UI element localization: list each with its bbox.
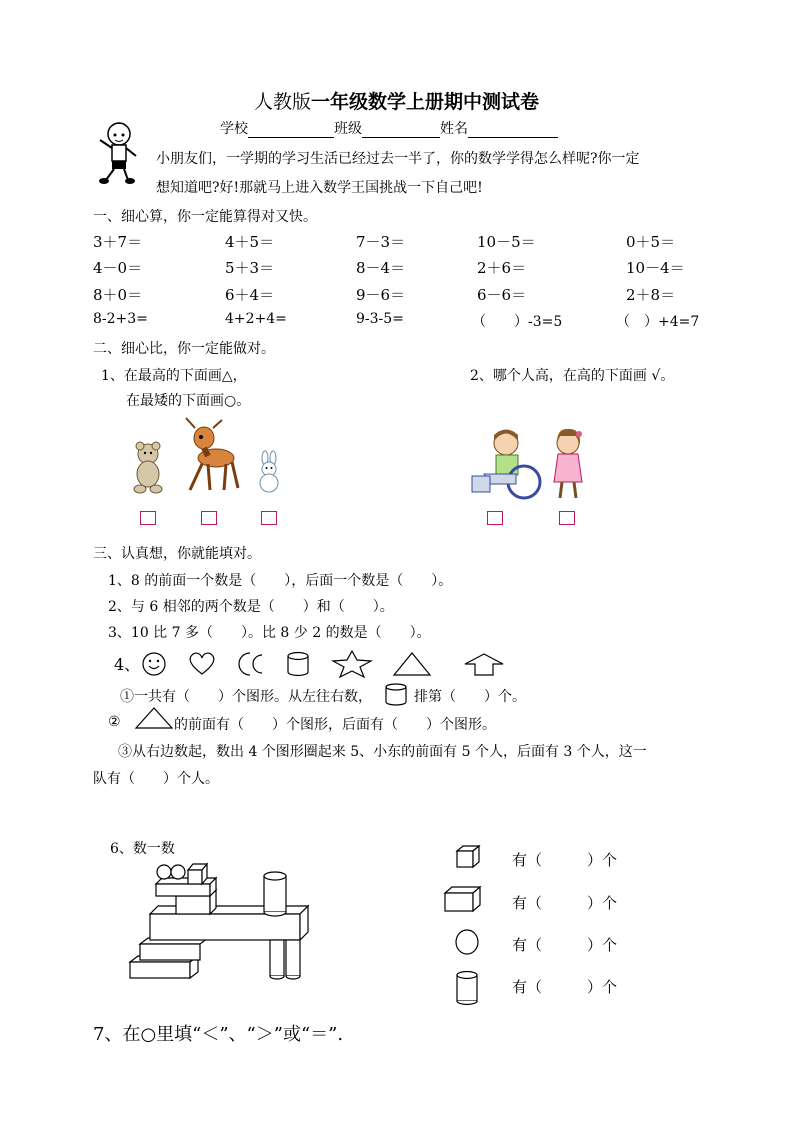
count-cube: 有（ ）个 — [512, 851, 618, 869]
q4a-text-1: ①一共有（ ）个图形。从左往右数， — [120, 689, 372, 705]
count-sphere: 有（ ）个 — [512, 936, 618, 954]
section3-q6-label: 6、数一数 — [110, 841, 175, 857]
answer-box-bear[interactable] — [140, 511, 156, 525]
count-cylinder: 有（ ）个 — [512, 978, 618, 996]
crescent-moon-icon — [236, 651, 266, 677]
calc-4-1: 8-2+3= — [93, 311, 148, 327]
intro-line-1: 小朋友们，一学期的学习生活已经过去一半了，你的数学学得怎么样呢?你一定 — [156, 151, 640, 167]
cube-icon — [455, 845, 481, 869]
q4c-line1: ③从右边数起，数出 4 个图形圈起来 5、小东的前面有 5 个人，后面有 3 个人，这一 — [118, 744, 647, 760]
calc-4-4: （ ）-3=5 — [472, 314, 563, 330]
calc-1-1: 3＋7＝ — [93, 233, 143, 251]
calc-3-2: 6＋4＝ — [225, 286, 275, 304]
child-cartoon-image — [92, 118, 142, 186]
q4a-text-2: 排第（ ）个。 — [414, 689, 526, 705]
cylinder-inline-icon — [383, 683, 409, 707]
calc-3-4: 6－6＝ — [477, 286, 527, 304]
answer-box-girl[interactable] — [559, 511, 575, 525]
rabbit-image — [254, 452, 284, 494]
star-icon — [331, 650, 373, 678]
calc-4-3: 9-3-5= — [356, 311, 404, 327]
block-structure-figure — [128, 858, 328, 982]
calc-3-5: 2＋8＝ — [626, 286, 676, 304]
section2-q1-line2: 在最矮的下面画○。 — [126, 393, 251, 409]
calc-4-2: 4+2+4= — [225, 311, 287, 327]
calc-2-4: 2＋6＝ — [477, 259, 527, 277]
school-label: 学校 — [220, 121, 248, 137]
section3-q4-label: 4、 — [114, 655, 141, 674]
triangle-icon — [392, 651, 432, 677]
calc-3-1: 8＋0＝ — [93, 286, 143, 304]
arrow-up-icon — [463, 652, 505, 676]
section3-q7: 7、在○里填“＜”、“＞”或“＝”. — [93, 1024, 344, 1045]
name-field[interactable] — [468, 123, 558, 138]
answer-box-deer[interactable] — [201, 511, 217, 525]
q4b-marker: ② — [108, 714, 121, 730]
student-info-line — [220, 118, 558, 138]
section2-q1-line1: 1、在最高的下面画△， — [101, 368, 247, 384]
calc-1-5: 0＋5＝ — [626, 233, 676, 251]
class-field[interactable] — [362, 123, 440, 138]
calc-1-4: 10－5＝ — [477, 233, 536, 251]
title-main: 一年级数学上册期中测试卷 — [311, 91, 540, 113]
name-label: 姓名 — [440, 121, 468, 137]
title-prefix: 人教版 — [253, 91, 311, 113]
calc-1-3: 7－3＝ — [356, 233, 406, 251]
cylinder-legend-icon — [454, 970, 480, 1006]
calc-3-3: 9－6＝ — [356, 286, 406, 304]
sphere-icon — [454, 928, 480, 956]
calc-4-5: （ ）+4=7 — [616, 314, 700, 330]
smiley-face-icon — [141, 651, 167, 677]
section3-heading: 三、认真想，你就能填对。 — [93, 546, 261, 562]
cuboid-icon — [443, 885, 483, 913]
calc-1-2: 4＋5＝ — [225, 233, 275, 251]
section3-q4-a — [120, 686, 372, 706]
section3-q3: 3、10 比 7 多（ ）。比 8 少 2 的数是（ ）。 — [108, 625, 431, 641]
page-title — [0, 87, 793, 114]
children-wheelchair-image — [466, 426, 606, 502]
heart-icon — [188, 652, 216, 676]
section2-heading: 二、细心比，你一定能做对。 — [93, 341, 275, 357]
calc-2-3: 8－4＝ — [356, 259, 406, 277]
count-cuboid: 有（ ）个 — [512, 894, 618, 912]
q4b-text: 的前面有（ ）个图形，后面有（ ）个图形。 — [174, 717, 496, 733]
deer-image — [180, 418, 242, 494]
school-field[interactable] — [248, 123, 334, 138]
answer-box-boy[interactable] — [487, 511, 503, 525]
answer-box-rabbit[interactable] — [261, 511, 277, 525]
calc-2-5: 10－4＝ — [626, 259, 685, 277]
cylinder-icon — [285, 651, 311, 677]
bear-image — [128, 440, 168, 494]
section2-q2: 2、哪个人高，在高的下面画 √。 — [470, 368, 675, 384]
intro-line-2: 想知道吧?好!那就马上进入数学王国挑战一下自己吧! — [156, 180, 483, 196]
class-label: 班级 — [334, 121, 362, 137]
section3-q2: 2、与 6 相邻的两个数是（ ）和（ ）。 — [108, 599, 394, 615]
calc-2-1: 4－0＝ — [93, 259, 143, 277]
q4c-line2: 队有（ ）个人。 — [93, 771, 219, 787]
section3-q1: 1、8 的前面一个数是（ ），后面一个数是（ ）。 — [108, 573, 453, 589]
section1-heading: 一、细心算，你一定能算得对又快。 — [93, 209, 317, 225]
triangle-inline-icon — [134, 706, 174, 730]
calc-2-2: 5＋3＝ — [225, 259, 275, 277]
